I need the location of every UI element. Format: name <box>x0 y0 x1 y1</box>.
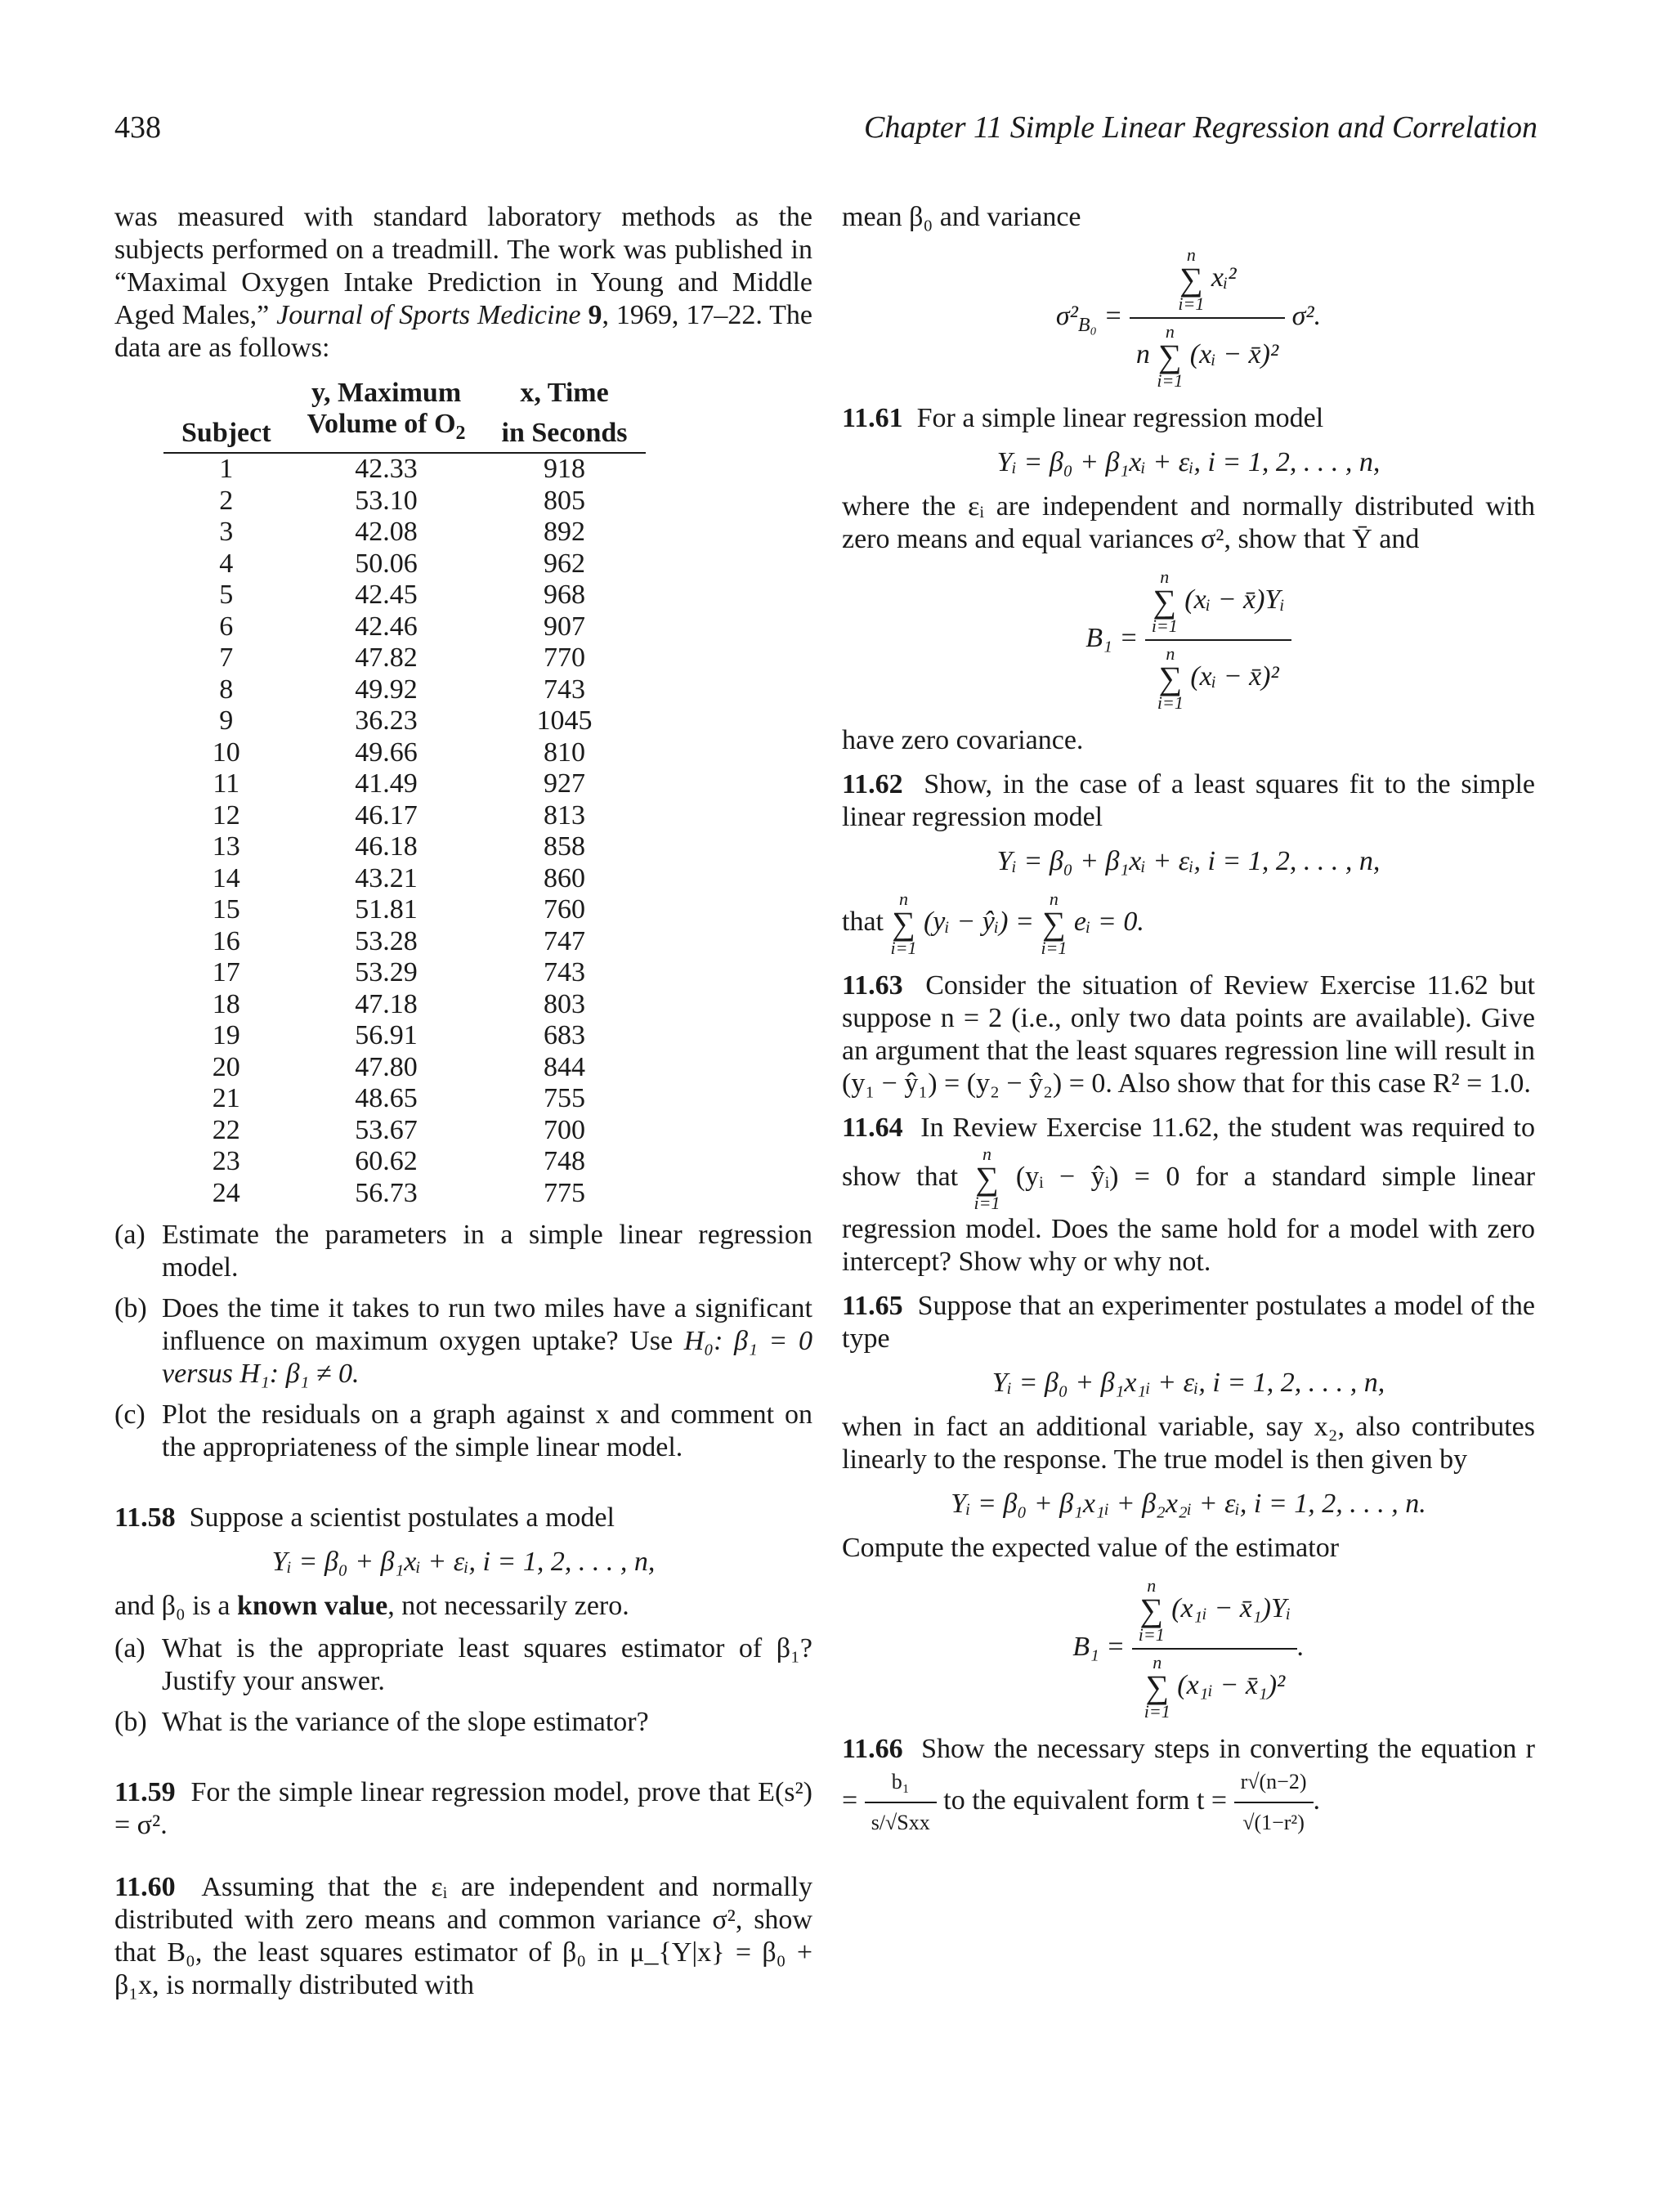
table-row <box>163 1178 646 1210</box>
cell-y-value: 60.62 <box>355 1146 418 1176</box>
cell-x-value: 968 <box>544 580 586 610</box>
cell-subject: 14 <box>212 862 240 893</box>
col-x-header-1: x, Time <box>520 378 609 408</box>
cell-y-value: 53.10 <box>355 485 418 516</box>
cell-subject: 20 <box>212 1051 240 1082</box>
cell-subject: 24 <box>212 1177 240 1208</box>
cell-y-value: 42.45 <box>355 580 418 610</box>
exercise-62: 11.62 Show, in the case of a least squares fit to the simple linear regression model <box>842 769 1536 832</box>
cell-subject: 21 <box>212 1083 240 1113</box>
col-y-header-2: Volume of $O_2$ <box>289 409 484 453</box>
cell-y-value: 46.18 <box>355 831 418 862</box>
exercise-60: 11.60 Assuming that the εᵢ are independent and normally distributed with zero means and common variance σ², show that B₀, the least squares estimator of β₀ in μ_{Y|x} = β₀ + β₁x, is normally distributed with <box>114 1872 813 2000</box>
exercise-60-continued: mean β₀ and variance <box>842 202 1081 232</box>
cell-subject: 5 <box>219 580 234 610</box>
cell-x-value: 700 <box>544 1114 586 1145</box>
table-row <box>163 580 646 611</box>
cell-subject: 12 <box>212 799 240 831</box>
cell-subject: 11 <box>213 768 240 799</box>
cell-x-value: 755 <box>544 1083 586 1113</box>
cell-x-value: 927 <box>544 768 586 799</box>
chapter-header: Chapter 11 Simple Linear Regression and Correlation <box>863 110 1537 145</box>
exercise-57-parts <box>114 1219 812 1464</box>
exercise-58-equation: Yᵢ = β₀ + β₁xᵢ + εᵢ, i = 1, 2, . . . , n, <box>271 1547 656 1577</box>
cell-y-value: 43.21 <box>355 862 418 893</box>
cell-x-value: 683 <box>544 1020 586 1050</box>
cell-y-value: 49.66 <box>355 737 418 768</box>
cell-y-value: 53.67 <box>355 1114 418 1145</box>
cell-x-value: 810 <box>544 737 586 768</box>
table-row <box>163 517 646 549</box>
exercise-58-part-b: (b) What is the variance of the slope estimator? <box>114 1707 649 1737</box>
exercise-65: 11.65 Suppose that an experimenter postulates a model of the type <box>842 1291 1536 1354</box>
cell-subject: 1 <box>219 454 234 484</box>
table-row <box>163 768 646 800</box>
cell-x-value: 813 <box>544 799 586 831</box>
cell-subject: 7 <box>219 643 234 673</box>
exercise-63: 11.63 Consider the situation of Review Exercise 11.62 but suppose n = 2 (i.e., only two data points are available). Give an argument that the least squares regression line will result in (y₁ − ŷ₁) = (y₂ − ŷ₂) = 0. Also show that for this case R² = 1.0. <box>842 970 1536 1099</box>
cell-x-value: 770 <box>544 643 586 673</box>
exercise-57-intro: was measured with standard laboratory methods as the subjects performed on a treadmill. The work was published in “Maximal Oxygen Intake Prediction in Young and Middle Aged Males,” Journal of Sports Medicine 9, 1969, 17–22. The data are as follows: <box>114 202 812 363</box>
oxygen-data-table <box>163 378 646 1209</box>
table-row <box>163 957 646 989</box>
cell-y-value: 53.28 <box>355 925 418 956</box>
cell-y-value: 36.23 <box>355 705 418 736</box>
table-row <box>163 1146 646 1178</box>
b1-equation: B₁ = n ∑ i=1 (xᵢ − x̄)Yᵢ n ∑ i=1 (xᵢ − x̄)² <box>842 567 1535 713</box>
cell-y-value: 41.49 <box>355 768 418 799</box>
cell-x-value: 760 <box>544 894 586 925</box>
exercise-58-part-a: (a) What is the appropriate least squares estimator of β₁? Justify your answer. <box>114 1633 812 1696</box>
table-row <box>163 549 646 580</box>
page-number: 438 <box>114 110 161 145</box>
cell-y-value: 49.92 <box>355 674 418 705</box>
exercise-61-equation: Yᵢ = β₀ + β₁xᵢ + εᵢ, i = 1, 2, . . . , n, <box>996 447 1381 477</box>
col-subject-header: Subject <box>163 409 289 453</box>
exercise-58: 11.58 Suppose a scientist postulates a model <box>114 1502 615 1533</box>
cell-y-value: 47.82 <box>355 643 418 673</box>
cell-y-value: 53.29 <box>355 957 418 987</box>
table-row <box>163 894 646 926</box>
cell-subject: 15 <box>212 894 240 925</box>
exercise-64: 11.64 In Review Exercise 11.62, the student was required to show that n ∑ i=1 (yᵢ − ŷᵢ) = 0 for a standard simple linear regression model. Does the same hold for a model with zero intercept? Show why or why not. <box>842 1113 1536 1277</box>
table-row <box>163 453 646 486</box>
cell-x-value: 1045 <box>536 705 593 736</box>
cell-subject: 17 <box>212 957 240 987</box>
cell-x-value: 860 <box>544 862 586 893</box>
cell-x-value: 962 <box>544 548 586 579</box>
table-row <box>163 737 646 769</box>
cell-subject: 18 <box>212 988 240 1019</box>
table-row <box>163 926 646 958</box>
cell-x-value: 748 <box>544 1146 586 1176</box>
table-row <box>163 863 646 895</box>
exercise-65-compute: Compute the expected value of the estimator <box>842 1533 1340 1563</box>
exercise-65-b1-equation: B₁ = n ∑ i=1 (x₁ᵢ − x̄₁)Yᵢ n ∑ i=1 (x₁ᵢ − x̄₁)² . <box>1072 1575 1305 1722</box>
cell-subject: 8 <box>219 674 234 705</box>
cell-x-value: 892 <box>544 517 586 547</box>
cell-y-value: 48.65 <box>355 1083 418 1113</box>
col-x-header-2: in Seconds <box>484 409 646 453</box>
left-column <box>114 201 812 2002</box>
cell-subject: 22 <box>212 1114 240 1145</box>
cell-x-value: 747 <box>544 925 586 956</box>
cell-x-value: 775 <box>544 1177 586 1208</box>
table-row <box>163 674 646 706</box>
cell-y-value: 42.08 <box>355 517 418 547</box>
table-row <box>163 1083 646 1115</box>
exercise-65-text: when in fact an additional variable, say x₂, also contributes linearly to the response. The true model is then given by <box>842 1412 1535 1475</box>
cell-y-value: 42.46 <box>355 611 418 642</box>
cell-y-value: 51.81 <box>355 894 418 925</box>
exercise-61-text: where the εᵢ are independent and normally distributed with zero means and equal variances σ², show that Ȳ and <box>842 491 1535 554</box>
cell-y-value: 47.18 <box>355 988 418 1019</box>
cell-subject: 4 <box>219 548 234 579</box>
exercise-59: 11.59 For the simple linear regression model, prove that E(s²) = σ². <box>114 1777 813 1840</box>
cell-x-value: 844 <box>544 1051 586 1082</box>
cell-x-value: 743 <box>544 957 586 987</box>
cell-x-value: 918 <box>544 454 586 484</box>
table-row <box>163 800 646 832</box>
cell-y-value: 46.17 <box>355 799 418 831</box>
table-body <box>163 453 646 1209</box>
table-row <box>163 989 646 1021</box>
cell-subject: 2 <box>219 485 234 516</box>
right-column <box>842 201 1535 1839</box>
exercise-61-end: have zero covariance. <box>842 725 1084 755</box>
exercise-62-equation: Yᵢ = β₀ + β₁xᵢ + εᵢ, i = 1, 2, . . . , n, <box>996 846 1381 876</box>
cell-subject: 3 <box>219 517 234 547</box>
table-row <box>163 611 646 643</box>
table-row <box>163 486 646 517</box>
table-row <box>163 1020 646 1052</box>
exercise-57-part-a: (a) Estimate the parameters in a simple linear regression model. <box>114 1220 812 1283</box>
table-row <box>163 1115 646 1147</box>
cell-x-value: 805 <box>544 485 586 516</box>
table-row <box>163 705 646 737</box>
cell-subject: 16 <box>212 925 240 956</box>
cell-subject: 13 <box>212 831 240 862</box>
cell-subject: 9 <box>219 705 234 736</box>
exercise-62-that: that n ∑ i=1 (yᵢ − ŷᵢ) = n ∑ i=1 eᵢ = 0. <box>842 889 1144 958</box>
cell-y-value: 47.80 <box>355 1051 418 1082</box>
cell-y-value: 56.91 <box>355 1020 418 1050</box>
cell-x-value: 858 <box>544 831 586 862</box>
col-y-header-1: y, Maximum <box>311 378 462 408</box>
cell-x-value: 743 <box>544 674 586 705</box>
cell-x-value: 803 <box>544 988 586 1019</box>
cell-y-value: 56.73 <box>355 1177 418 1208</box>
exercise-58-condition: and β₀ is a known value, not necessarily zero. <box>114 1591 629 1621</box>
variance-equation: $\sigma^2_{B_0}$ = n ∑ i=1 xᵢ² n n ∑ i=1 (xᵢ − x̄)² σ². <box>1055 244 1322 391</box>
table-row <box>163 643 646 674</box>
exercise-61: 11.61 For a simple linear regression model <box>842 403 1324 433</box>
exercise-65-equation-2: Yᵢ = β₀ + β₁x₁ᵢ + β₂x₂ᵢ + εᵢ, i = 1, 2, . . . , n. <box>951 1489 1426 1519</box>
table-row <box>163 831 646 863</box>
exercise-57-part-c: (c) Plot the residuals on a graph against x and comment on the appropriateness of the simple linear model. <box>114 1399 812 1462</box>
cell-subject: 10 <box>212 737 240 768</box>
table-row <box>163 1052 646 1084</box>
exercise-65-equation-1: Yᵢ = β₀ + β₁x₁ᵢ + εᵢ, i = 1, 2, . . . , n, <box>991 1368 1385 1398</box>
cell-x-value: 907 <box>544 611 586 642</box>
exercise-66: 11.66 Show the necessary steps in converting the equation r = $\frac{\text{b₁}}{\text{s/√Sxx}}$ to the equivalent form t = $\frac{r√(n-2)}{\text{√(1−r²)}}$ . <box>842 1734 1535 1834</box>
exercise-57-part-b: (b) Does the time it takes to run two miles have a significant influence on maximum oxygen uptake? Use H₀: β₁ = 0 versus H₁: β₁ ≠ 0. <box>114 1293 812 1389</box>
cell-y-value: 50.06 <box>355 548 418 579</box>
cell-y-value: 42.33 <box>355 454 418 484</box>
cell-subject: 19 <box>212 1020 240 1050</box>
cell-subject: 23 <box>212 1146 240 1176</box>
cell-subject: 6 <box>219 611 234 642</box>
